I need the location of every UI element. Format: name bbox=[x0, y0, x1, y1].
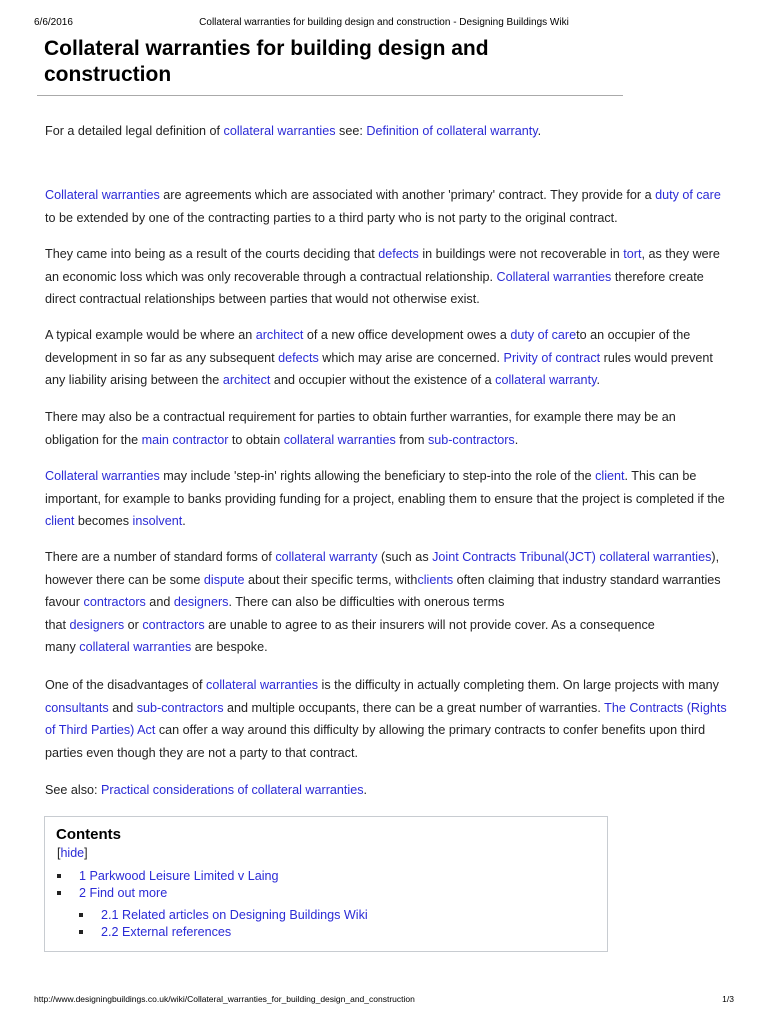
paragraph-1: Collateral warranties are agreements which are associated with another 'primary' contract. They provide for a duty of care to be extended by one of the contracting parties to a third party who is not party to the original contract. bbox=[45, 188, 721, 225]
toc-item-link[interactable]: 1 Parkwood Leisure Limited v Laing bbox=[79, 869, 279, 883]
link-dispute[interactable]: dispute bbox=[203, 572, 245, 587]
link-designers[interactable]: designers bbox=[173, 595, 229, 609]
link-clients[interactable]: clients bbox=[417, 572, 454, 587]
link-privity-of-contract[interactable]: Privity of contract bbox=[503, 350, 601, 365]
definition-note: For a detailed legal definition of collateral warranties see: Definition of collateral warranty. bbox=[45, 124, 542, 138]
link-contractors[interactable]: contractors bbox=[83, 595, 146, 609]
paragraph-3: A typical example would be where an architect of a new office development owes a duty of careto an occupier of the development in so far as any subsequent defects which may arise are concerned. Privity of contract rules would prevent any liability arising between the architect and occupier without the existence of a collateral warranty. bbox=[45, 328, 713, 387]
bullet-icon bbox=[79, 930, 83, 934]
paragraph-see-also: See also: Practical considerations of collateral warranties. bbox=[45, 783, 368, 797]
toc-title: Contents bbox=[56, 826, 121, 843]
link-practical-considerations[interactable]: Practical considerations of collateral warranties bbox=[101, 783, 364, 797]
link-duty-of-care[interactable]: duty of care bbox=[510, 328, 577, 342]
link-contractors[interactable]: contractors bbox=[142, 617, 205, 632]
link-collateral-warranties[interactable]: collateral warranties bbox=[206, 678, 319, 692]
paragraph-6: There are a number of standard forms of collateral warranty (such as Joint Contracts Tribunal(JCT) collateral warranties), however there can be some dispute about their specific terms, withclients often claiming that industry standard warranties favour contractors and designers. There can also be difficulties with onerous terms that designers or contractors are unable to agree to as their insurers will not provide cover. As a consequence many collateral warranties are bespoke. bbox=[45, 550, 721, 654]
paragraph-4: There may also be a contractual requirement for parties to obtain further warranties, for example there may be an obligation for the main contractor to obtain collateral warranties from sub-contractors. bbox=[45, 410, 676, 447]
link-defects[interactable]: defects bbox=[278, 350, 319, 365]
link-client[interactable]: client bbox=[595, 469, 625, 483]
toc-item-link[interactable]: 2.1 Related articles on Designing Buildings Wiki bbox=[101, 908, 368, 922]
link-insolvent[interactable]: insolvent bbox=[132, 514, 183, 528]
print-date: 6/6/2016 bbox=[34, 17, 73, 28]
title-divider bbox=[37, 95, 623, 96]
link-architect[interactable]: architect bbox=[222, 373, 271, 387]
link-contracts-rights-of-third-parties-act[interactable]: The Contracts (Rights of Third Parties) Act bbox=[45, 700, 727, 737]
link-collateral-warranty[interactable]: collateral warranty bbox=[495, 373, 597, 387]
print-footer bbox=[34, 994, 734, 1008]
page-number: 1/3 bbox=[722, 994, 734, 1004]
link-defects[interactable]: defects bbox=[378, 247, 419, 261]
link-collateral-warranties[interactable]: collateral warranties bbox=[79, 640, 192, 654]
paragraph-2: They came into being as a result of the courts deciding that defects in buildings were not recoverable in tort, as they were an economic loss which was only recoverable through a contractual relationship. Collateral warranties therefore create direct contractual relationships between parties that would not otherwise exist. bbox=[45, 247, 720, 306]
page-title: Collateral warranties for building design and construction bbox=[44, 37, 489, 86]
bullet-icon bbox=[57, 891, 61, 895]
bullet-icon bbox=[57, 874, 61, 878]
paragraph-7: One of the disadvantages of collateral warranties is the difficulty in actually completing them. On large projects with many consultants and sub-contractors and multiple occupants, there can be a great number of warranties. The Contracts (Rights of Third Parties) Act can offer a way around this difficulty by allowing the primary contracts to confer benefits upon third parties even though they are not a party to that contract. bbox=[45, 678, 727, 760]
link-jct[interactable]: (JCT) bbox=[564, 550, 596, 564]
link-duty-of-care[interactable]: duty of care bbox=[655, 188, 721, 202]
link-designers[interactable]: designers bbox=[69, 617, 125, 632]
link-collateral-warranties[interactable]: Collateral warranties bbox=[45, 469, 160, 483]
link-collateral-warranties[interactable]: Collateral warranties bbox=[496, 269, 612, 284]
link-sub-contractors[interactable]: sub-contractors bbox=[136, 700, 224, 715]
toc-item-link[interactable]: 2 Find out more bbox=[79, 886, 168, 900]
bullet-icon bbox=[79, 913, 83, 917]
toc-hide-toggle: [hide] bbox=[57, 846, 88, 860]
link-sub-contractors[interactable]: sub-contractors bbox=[427, 432, 515, 447]
link-collateral-warranty[interactable]: collateral warranty bbox=[275, 550, 378, 564]
print-header bbox=[34, 17, 734, 31]
link-client[interactable]: client bbox=[45, 514, 75, 528]
paragraph-5: Collateral warranties may include 'step-in' rights allowing the beneficiary to step-into the role of the client. This can be important, for example to banks providing funding for a project, enabling them to ensure that the project is completed if the client becomes insolvent. bbox=[45, 469, 725, 528]
link-collateral-warranties[interactable]: collateral warranties bbox=[283, 432, 396, 447]
print-page-title: Collateral warranties for building design and construction - Designing Buildings Wiki bbox=[199, 17, 569, 28]
toc-hide-link[interactable]: hide bbox=[60, 846, 85, 860]
link-architect[interactable]: architect bbox=[255, 328, 304, 342]
toc-item-link[interactable]: 2.2 External references bbox=[101, 925, 232, 939]
link-main-contractor[interactable]: main contractor bbox=[141, 432, 229, 447]
link-joint-contracts-tribunal[interactable]: Joint Contracts Tribunal bbox=[432, 550, 565, 564]
link-collateral-warranties[interactable]: collateral warranties bbox=[599, 550, 712, 564]
table-of-contents bbox=[44, 816, 608, 952]
link-definition-collateral-warranty[interactable]: Definition of collateral warranty bbox=[366, 124, 538, 138]
print-url: http://www.designingbuildings.co.uk/wiki/Collateral_warranties_for_building_design_and_construction bbox=[34, 994, 415, 1004]
link-collateral-warranties[interactable]: Collateral warranties bbox=[45, 188, 160, 202]
link-tort[interactable]: tort bbox=[623, 247, 642, 261]
link-consultants[interactable]: consultants bbox=[45, 700, 109, 715]
link-collateral-warranties[interactable]: collateral warranties bbox=[223, 124, 336, 138]
